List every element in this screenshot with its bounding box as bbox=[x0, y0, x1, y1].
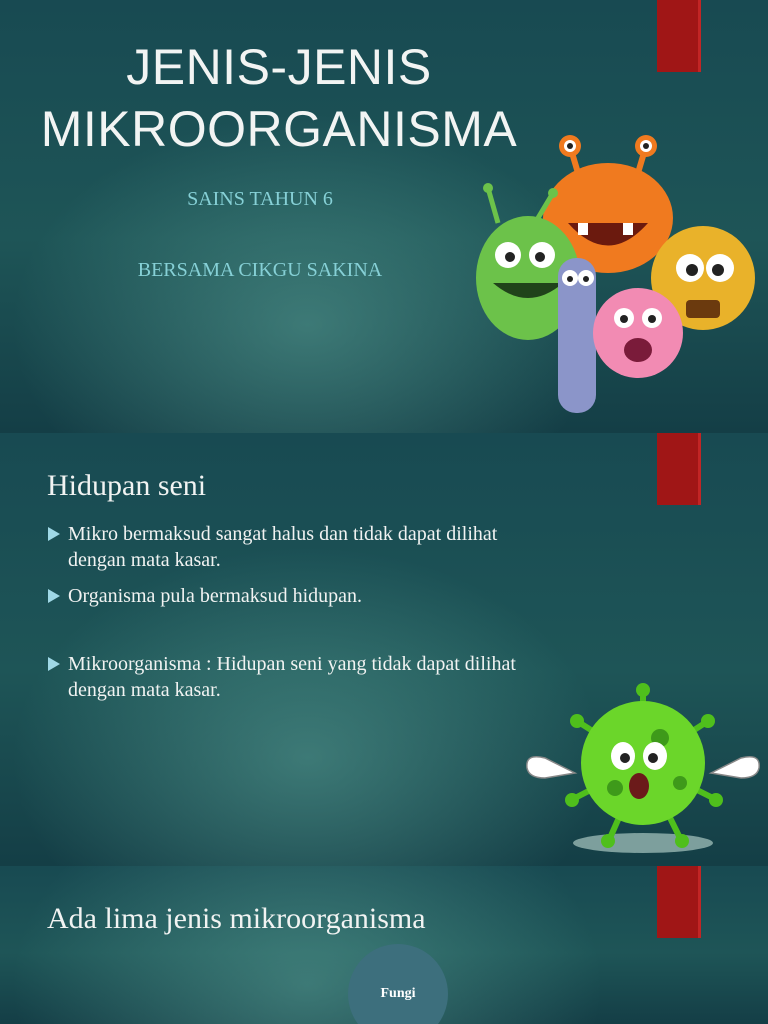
triangle-bullet-icon bbox=[48, 657, 60, 671]
bullet-text-line-2: dengan mata kasar. bbox=[68, 549, 221, 571]
list-item bbox=[46, 583, 606, 609]
slide-title bbox=[0, 0, 768, 433]
triangle-bullet-icon bbox=[48, 589, 60, 603]
red-accent-bar bbox=[657, 866, 701, 938]
author-line: BERSAMA CIKGU SAKINA bbox=[137, 259, 383, 281]
triangle-bullet-icon bbox=[48, 527, 60, 541]
slide-title-text bbox=[40, 36, 518, 160]
subtitle: SAINS TAHUN 6 bbox=[187, 188, 333, 210]
bullet-text-line-1: Organisma pula bermaksud hidupan. bbox=[68, 585, 363, 607]
red-accent-bar bbox=[657, 433, 701, 505]
bullet-list bbox=[46, 521, 606, 703]
bullet-text-line-1: Mikro bermaksud sangat halus dan tidak dapat dilihat bbox=[68, 523, 498, 545]
slide-lima-jenis bbox=[0, 866, 768, 1024]
slide-heading: Hidupan seni bbox=[47, 469, 207, 502]
red-accent-bar bbox=[657, 0, 701, 72]
title-line-2: MIKROORGANISMA bbox=[40, 101, 518, 157]
list-item bbox=[46, 521, 606, 573]
title-line-1: JENIS-JENIS bbox=[126, 39, 432, 95]
bullet-text-line-2: dengan mata kasar. bbox=[68, 679, 221, 701]
category-circle-fungi[interactable]: Fungi bbox=[348, 944, 448, 1024]
green-virus-cartoon-icon bbox=[515, 678, 765, 858]
bullet-text-line-1: Mikroorganisma : Hidupan seni yang tidak dapat dilihat bbox=[68, 653, 516, 675]
slide-heading: Ada lima jenis mikroorganisma bbox=[47, 902, 426, 935]
slide-hidupan-seni bbox=[0, 433, 768, 866]
cartoon-germs-group-icon bbox=[458, 128, 758, 428]
